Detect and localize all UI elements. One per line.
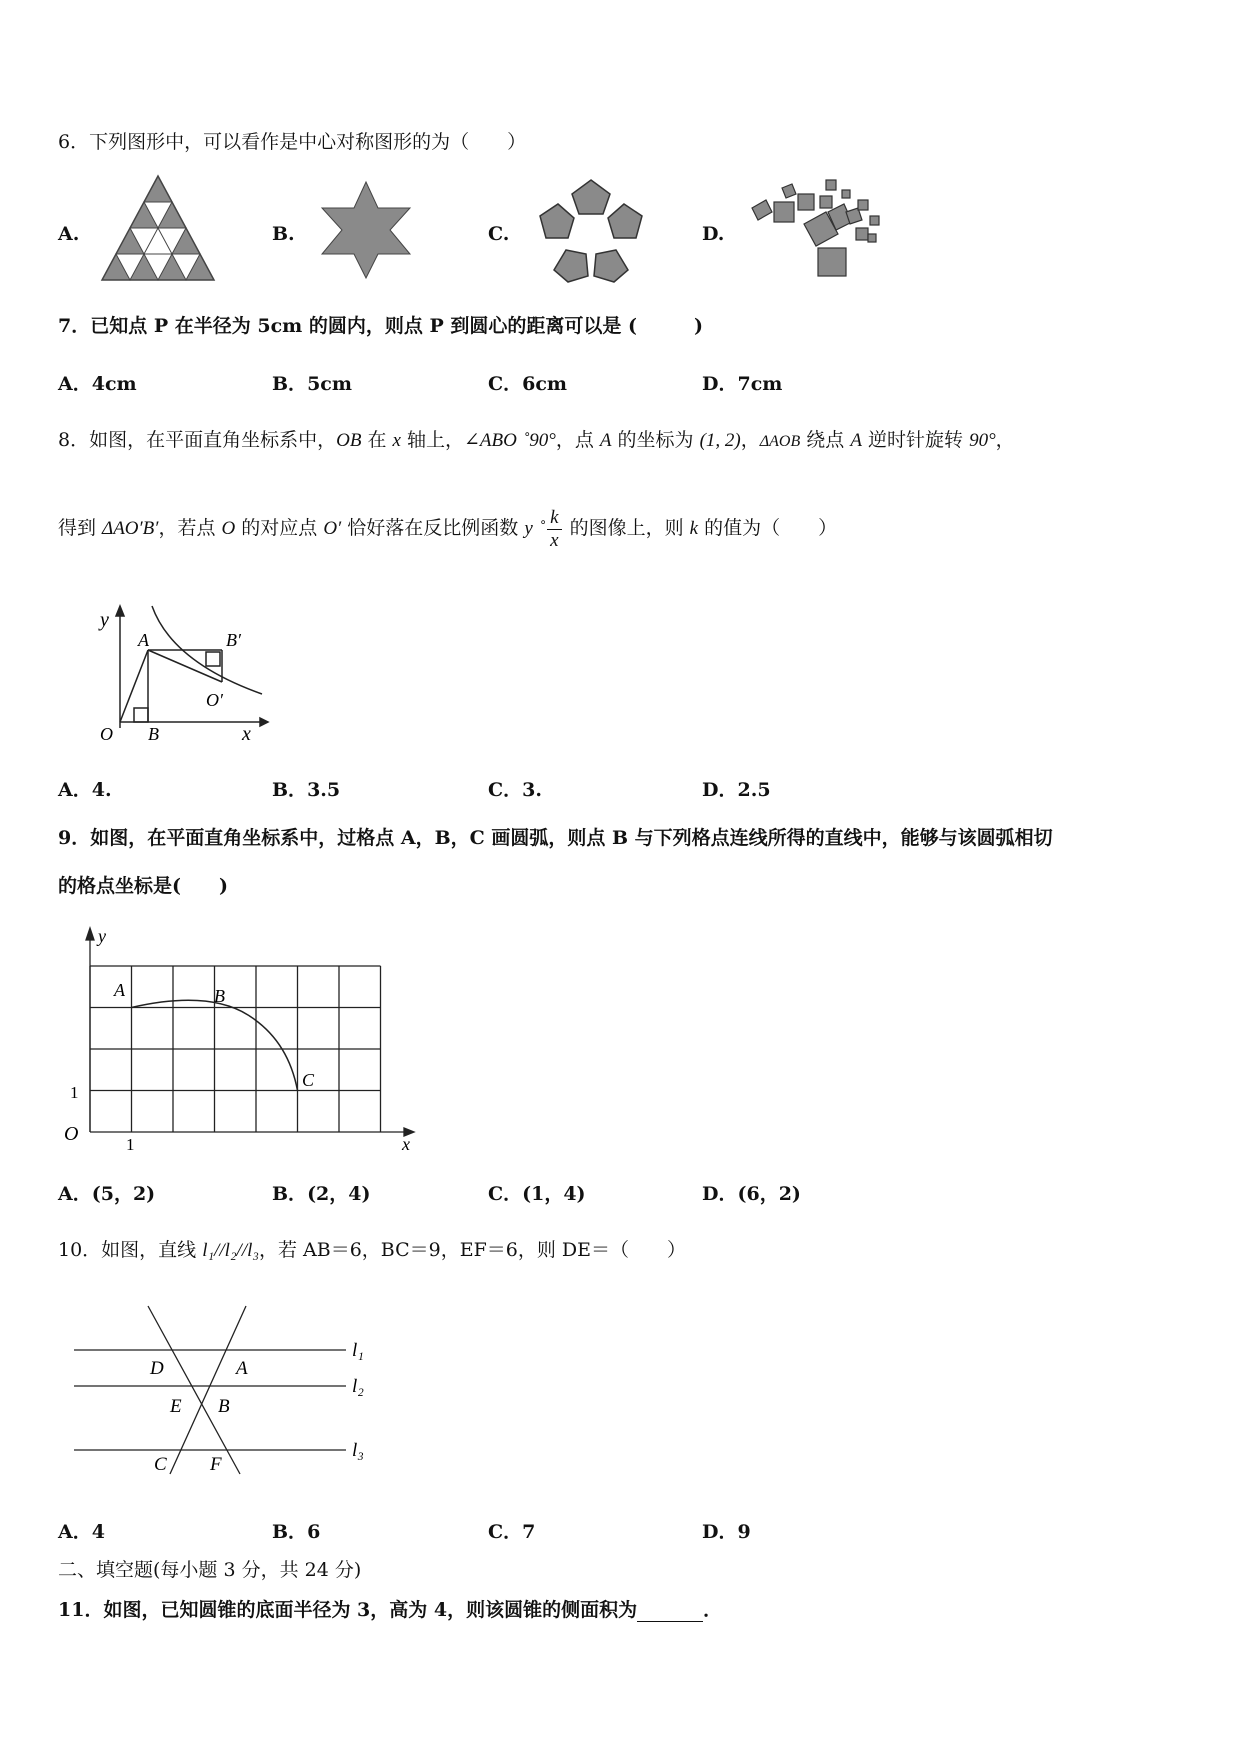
q9-fig-label-1y: 1 (70, 1083, 79, 1102)
q8-math-a2: A (850, 430, 862, 451)
q7-option-c-value: 6cm (522, 373, 568, 395)
q10-option-b (272, 1520, 320, 1544)
q9-option-a (58, 1182, 155, 1206)
q10-option-d-value: 9 (737, 1521, 751, 1543)
q9-option-d-value: (6，2) (737, 1183, 801, 1205)
q8-text: 逆时针旋转 (861, 429, 970, 451)
q8-math-equal: ˚ (538, 518, 546, 539)
q10-option-a-label: A． (58, 1521, 92, 1543)
q8-math-oprime: O′ (323, 518, 342, 539)
q9-fig-label-x: x (402, 1134, 410, 1150)
q8-math-o: O (221, 518, 236, 539)
six-pointed-star-icon (318, 180, 414, 280)
q8-text: ， (740, 429, 760, 451)
q8-text: 得到 (58, 517, 103, 539)
q8-fig-label-y: y (100, 609, 109, 631)
q7-option-c-label: C． (488, 373, 523, 395)
q9-option-b-label: B． (272, 1183, 308, 1205)
q8-text: 绕点 (800, 429, 851, 451)
q8-option-a-label: A． (58, 779, 92, 801)
q8-text: ， (995, 429, 1015, 451)
q10-option-b-value: 6 (307, 1521, 321, 1543)
q8-option-c-label: C． (488, 779, 523, 801)
q8-option-d (702, 778, 771, 802)
q9-option-c-label: C． (488, 1183, 523, 1205)
sierpinski-triangle-icon (98, 172, 218, 284)
pythagoras-tree-icon (746, 172, 886, 280)
q11-answer-blank[interactable] (637, 1603, 703, 1622)
q8-math-coord: (1, 2) (699, 430, 741, 451)
q10-option-c-value: 7 (522, 1521, 536, 1543)
q9-stem-line1: 9．如图，在平面直角坐标系中，过格点 A，B，C 画圆弧，则点 B 与下列格点连线所得的直线中，能够与该圆弧相切 (58, 827, 1053, 849)
q8-option-b-value: 3.5 (307, 779, 341, 801)
q8-option-c-value: 3. (522, 779, 542, 801)
q8-text: 恰好落在反比例函数 (341, 517, 525, 539)
q10-option-a-value: 4 (91, 1521, 105, 1543)
q8-fig-label-a: A (138, 630, 149, 650)
q8-option-c (488, 778, 542, 802)
q7-option-b (272, 372, 352, 396)
q8-option-b (272, 778, 340, 802)
q8-math-y: y (524, 518, 533, 539)
q9-fig-label-y: y (98, 926, 106, 946)
q8-option-a (58, 778, 112, 802)
q11-tail: ． (703, 1599, 723, 1621)
q9-stem-line2: 的格点坐标是( ) (58, 875, 228, 897)
q8-math-angle: ∠ABO (464, 430, 517, 451)
q10-math-parallel: l₁//l₂//l₃ (202, 1240, 259, 1261)
q10-stem (58, 1238, 686, 1263)
q8-text: 8．如图，在平面直角坐标系中， (58, 429, 337, 451)
q8-stem-line1 (58, 428, 1015, 454)
q8-math-90deg: 90° (969, 430, 996, 451)
q9-fig-label-a: A (114, 980, 125, 1000)
q10-fig-label-l1: l₁ (352, 1340, 364, 1361)
q8-stem-line2 (58, 498, 837, 558)
q8-text: 的坐标为 (611, 429, 700, 451)
q7-stem: 7．已知点 P 在半径为 5cm 的圆内，则点 P 到圆心的距离可以是 ( ) (58, 315, 703, 337)
q8-text: 的对应点 (235, 517, 324, 539)
q8-fig-label-o: O (100, 724, 113, 744)
q10-fig-label-l3: l₃ (352, 1440, 364, 1461)
q10-fig-label-f: F (210, 1454, 222, 1475)
q8-fraction-denominator: x (550, 529, 559, 551)
q10-text: ，若 AB＝6，BC＝9，EF＝6，则 DE＝（ ） (259, 1239, 687, 1261)
q8-fraction-numerator: k (547, 507, 561, 530)
q8-text: 轴上， (400, 429, 464, 451)
q7-option-c (488, 372, 567, 396)
q8-text: ，若点 (158, 517, 222, 539)
q9-option-a-label: A． (58, 1183, 92, 1205)
q8-math-triangle2: ΔAO′B′ (102, 518, 159, 539)
q9-option-a-value: (5，2) (91, 1183, 156, 1205)
q8-fig-label-bprime: B′ (226, 630, 241, 650)
q9-option-c (488, 1182, 586, 1206)
q8-fraction (547, 507, 561, 552)
q6-stem: 6．下列图形中，可以看作是中心对称图形的为（ ） (58, 131, 527, 153)
q10-fig-label-c: C (154, 1454, 167, 1475)
q10-fig-label-b: B (218, 1396, 230, 1417)
q9-fig-label-c: C (302, 1070, 315, 1090)
q8-math-90: ˚90° (522, 430, 556, 451)
q8-text: ，点 (555, 429, 600, 451)
q10-text: 10．如图，直线 (58, 1239, 203, 1261)
q8-math-x: x (392, 430, 401, 451)
q6-option-b-label: B. (272, 223, 295, 245)
q9-option-c-value: (1，4) (522, 1183, 586, 1205)
q8-math-k: k (689, 518, 699, 539)
q10-fig-label-a: A (236, 1358, 248, 1379)
q10-fig-label-e: E (170, 1396, 182, 1417)
q10-option-d (702, 1520, 751, 1544)
q8-option-a-value: 4. (91, 779, 112, 801)
q11-text: 11．如图，已知圆锥的底面半径为 3，高为 4，则该圆锥的侧面积为 (58, 1599, 638, 1621)
q7-option-a-label: A． (58, 373, 92, 395)
pentagon-flower-icon (536, 176, 646, 284)
q9-fig-label-o: O (64, 1123, 79, 1145)
q6-option-c-label: C. (488, 223, 510, 245)
q7-option-b-value: 5cm (307, 373, 352, 395)
q7-option-d (702, 372, 782, 396)
q9-option-d (702, 1182, 801, 1206)
q9-fig-label-b: B (214, 986, 225, 1006)
q8-option-d-value: 2.5 (737, 779, 771, 801)
q10-option-c-label: C． (488, 1521, 523, 1543)
q9-grid-figure (58, 920, 428, 1150)
q10-figure (70, 1300, 390, 1480)
q7-option-b-label: B． (272, 373, 308, 395)
q9-option-b (272, 1182, 370, 1206)
q8-fig-label-oprime: O′ (206, 690, 223, 710)
q8-math-ob: OB (336, 430, 362, 451)
q7-option-d-label: D． (702, 373, 738, 395)
q10-option-a (58, 1520, 105, 1544)
q8-fig-label-x: x (242, 723, 251, 744)
q8-fig-label-b: B (148, 724, 159, 744)
q7-option-d-value: 7cm (737, 373, 783, 395)
q8-option-d-label: D． (702, 779, 738, 801)
q8-text: 的值为（ ） (698, 517, 838, 539)
q6-option-a-label: A. (58, 223, 80, 245)
q6-option-d-label: D. (702, 223, 725, 245)
q9-option-d-label: D． (702, 1183, 738, 1205)
q8-option-b-label: B． (272, 779, 308, 801)
q11-stem (58, 1598, 722, 1622)
q7-option-a (58, 372, 137, 396)
q8-text: 在 (361, 429, 393, 451)
q10-fig-label-d: D (150, 1358, 164, 1379)
q8-math-triangle: ΔAOB (759, 433, 801, 450)
q10-fig-label-l2: l₂ (352, 1376, 364, 1397)
q9-option-b-value: (2，4) (307, 1183, 371, 1205)
q10-option-b-label: B． (272, 1521, 308, 1543)
q9-fig-label-1x: 1 (126, 1135, 135, 1150)
q8-math-a: A (599, 430, 612, 451)
q8-text: 的图像上，则 (563, 517, 690, 539)
q10-option-d-label: D． (702, 1521, 738, 1543)
q7-option-a-value: 4cm (91, 373, 137, 395)
q10-option-c (488, 1520, 535, 1544)
section-title: 二、填空题(每小题 3 分，共 24 分) (58, 1559, 362, 1581)
q8-figure (92, 602, 272, 744)
